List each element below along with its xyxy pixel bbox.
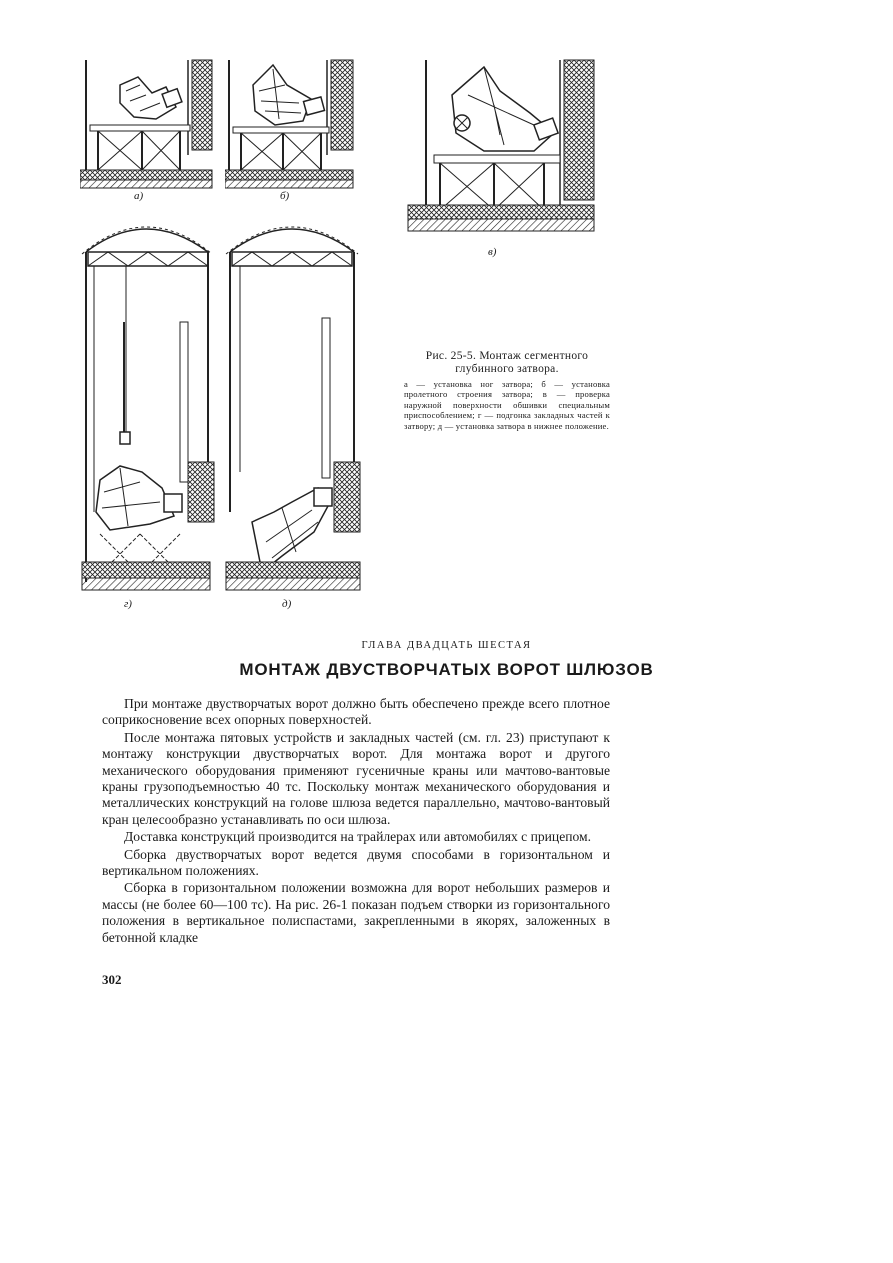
figure-a-drawing — [80, 55, 215, 195]
paragraph: Сборка двустворчатых ворот ведется двумя способами в горизонтальном и вертикальном положениях. — [102, 846, 610, 879]
paragraph: Доставка конструкций производится на трайлерах или автомобилях с прицепом. — [124, 829, 592, 845]
figure-d-drawing — [222, 212, 362, 597]
figure-g — [80, 212, 215, 597]
figure-v-drawing — [404, 55, 599, 245]
chapter-heading: ГЛАВА ДВАДЦАТЬ ШЕСТАЯ — [361, 640, 532, 651]
chapter-title: МОНТАЖ ДВУСТВОРЧАТЫХ ВОРОТ ШЛЮЗОВ — [239, 660, 654, 679]
figure-caption-title: Рис. 25-5. Монтаж сегментного глубинного затвора. — [425, 350, 589, 375]
sublabel-b: б) — [280, 190, 290, 202]
figure-b — [225, 55, 355, 195]
paragraph: Сборка в горизонтальном положении возможна для ворот небольших размеров и массы (не более 60—100 тс). На рис. 26-1 показан подъем створки из горизонтального положения в вертикальное полиспастами, закрепленными в якорях, заложенных в бетонной кладке — [102, 880, 610, 945]
paragraph: После монтажа пятовых устройств и закладных частей (см. гл. 23) приступают к монтажу конструкции двустворчатых ворот. Для монтажа ворот и другого механического оборудования применяют гусеничные краны или мачтово-вантовые краны грузоподъемностью 40 тс. Поскольку монтаж механического оборудования и металлических конструкций на голове шлюза ведется параллельно, мачтово-вантовый кран целесообразно устанавливать по оси шлюза. — [102, 729, 610, 827]
paragraph: При монтаже двустворчатых ворот должно быть обеспечено прежде всего плотное соприкосновение всех опорных поверхностей. — [102, 696, 610, 728]
figure-a — [80, 55, 215, 195]
figure-b-drawing — [225, 55, 355, 195]
sublabel-d: д) — [282, 598, 292, 610]
figure-d — [222, 212, 362, 597]
sublabel-v: в) — [488, 246, 497, 258]
body-text — [102, 696, 610, 947]
page-number: 302 — [102, 972, 122, 987]
figure-v — [404, 55, 599, 245]
figure-caption-text: а — установка ног затвора; б — установка пролетного строения затвора; в — проверка наружной поверхности обшивки специальным приспособлением; г — подгонка закладных частей к затвору; д — установка затвора в нижнее положение. — [404, 379, 610, 431]
sublabel-a: а) — [134, 190, 144, 202]
sublabel-g: г) — [124, 598, 132, 610]
figure-g-drawing — [80, 212, 215, 597]
figure-caption — [404, 350, 610, 431]
